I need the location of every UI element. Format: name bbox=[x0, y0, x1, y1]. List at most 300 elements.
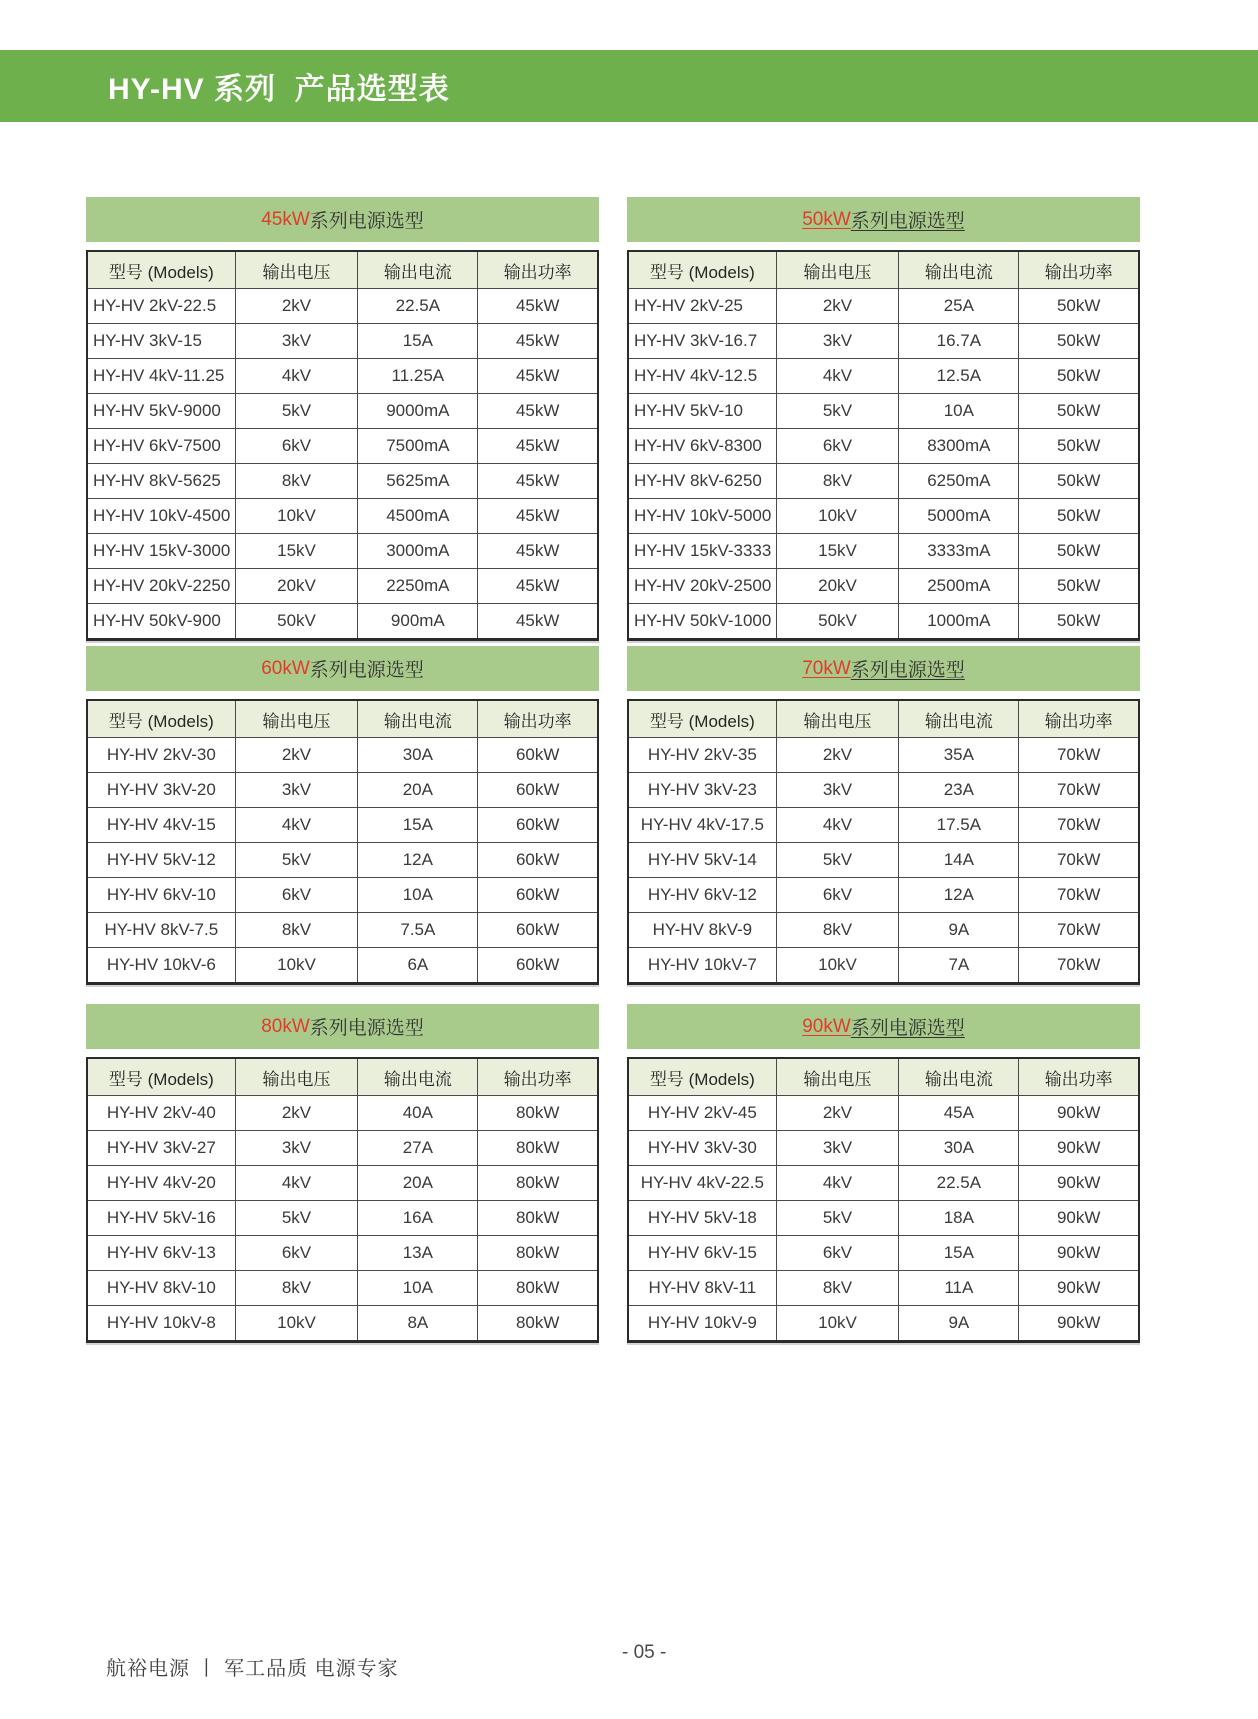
voltage-cell: 6kV bbox=[776, 1236, 899, 1271]
table-title-rest: 系列电源选型 bbox=[850, 1018, 965, 1039]
power-cell: 80kW bbox=[478, 1236, 598, 1271]
model-cell: HY-HV 6kV-15 bbox=[628, 1236, 776, 1271]
column-header: 输出电流 bbox=[899, 700, 1019, 738]
current-cell: 17.5A bbox=[899, 808, 1019, 843]
model-cell: HY-HV 10kV-8 bbox=[87, 1306, 235, 1342]
current-cell: 2500mA bbox=[899, 569, 1019, 604]
column-header: 输出电压 bbox=[235, 1058, 358, 1096]
model-cell: HY-HV 4kV-17.5 bbox=[628, 808, 776, 843]
current-cell: 9000mA bbox=[358, 394, 478, 429]
voltage-cell: 6kV bbox=[235, 429, 358, 464]
voltage-cell: 15kV bbox=[776, 534, 899, 569]
voltage-cell: 10kV bbox=[776, 1306, 899, 1342]
power-cell: 90kW bbox=[1019, 1201, 1139, 1236]
power-cell: 70kW bbox=[1019, 773, 1139, 808]
current-cell: 40A bbox=[358, 1096, 478, 1131]
voltage-cell: 2kV bbox=[776, 738, 899, 773]
table-title-power: 45kW bbox=[261, 208, 310, 230]
model-cell: HY-HV 20kV-2250 bbox=[87, 569, 235, 604]
model-cell: HY-HV 15kV-3000 bbox=[87, 534, 235, 569]
power-cell: 80kW bbox=[478, 1096, 598, 1131]
current-cell: 5000mA bbox=[899, 499, 1019, 534]
column-header: 型号 (Models) bbox=[628, 1058, 776, 1096]
current-cell: 15A bbox=[358, 808, 478, 843]
voltage-cell: 10kV bbox=[776, 948, 899, 984]
current-cell: 22.5A bbox=[358, 289, 478, 324]
power-cell: 45kW bbox=[478, 429, 598, 464]
table-section-70kw bbox=[627, 646, 1140, 985]
model-cell: HY-HV 10kV-9 bbox=[628, 1306, 776, 1342]
voltage-cell: 3kV bbox=[776, 773, 899, 808]
power-cell: 70kW bbox=[1019, 738, 1139, 773]
table-row bbox=[628, 1306, 1139, 1342]
table-row bbox=[628, 1166, 1139, 1201]
current-cell: 900mA bbox=[358, 604, 478, 640]
model-cell: HY-HV 4kV-22.5 bbox=[628, 1166, 776, 1201]
table-section-45kw bbox=[86, 197, 599, 641]
power-cell: 90kW bbox=[1019, 1236, 1139, 1271]
model-cell: HY-HV 3kV-20 bbox=[87, 773, 235, 808]
power-cell: 90kW bbox=[1019, 1166, 1139, 1201]
model-cell: HY-HV 2kV-30 bbox=[87, 738, 235, 773]
column-header: 型号 (Models) bbox=[87, 1058, 235, 1096]
voltage-cell: 5kV bbox=[235, 394, 358, 429]
voltage-cell: 2kV bbox=[235, 738, 358, 773]
model-cell: HY-HV 15kV-3333 bbox=[628, 534, 776, 569]
table-row bbox=[87, 738, 598, 773]
table-title-power: 50kW bbox=[802, 208, 851, 230]
table-row bbox=[628, 394, 1139, 429]
model-cell: HY-HV 2kV-25 bbox=[628, 289, 776, 324]
header-row bbox=[87, 1058, 598, 1096]
voltage-cell: 10kV bbox=[235, 948, 358, 984]
table-row bbox=[628, 738, 1139, 773]
voltage-cell: 3kV bbox=[235, 1131, 358, 1166]
power-cell: 45kW bbox=[478, 604, 598, 640]
column-header: 输出功率 bbox=[1019, 251, 1139, 289]
table-row bbox=[87, 878, 598, 913]
power-cell: 80kW bbox=[478, 1271, 598, 1306]
current-cell: 20A bbox=[358, 1166, 478, 1201]
power-cell: 70kW bbox=[1019, 913, 1139, 948]
power-cell: 50kW bbox=[1019, 394, 1139, 429]
table-row bbox=[628, 324, 1139, 359]
voltage-cell: 8kV bbox=[235, 913, 358, 948]
column-header: 输出功率 bbox=[1019, 700, 1139, 738]
table-row bbox=[628, 1201, 1139, 1236]
model-cell: HY-HV 10kV-5000 bbox=[628, 499, 776, 534]
power-cell: 90kW bbox=[1019, 1306, 1139, 1342]
selection-table-90kw bbox=[627, 1057, 1140, 1343]
current-cell: 15A bbox=[358, 324, 478, 359]
column-header: 型号 (Models) bbox=[628, 251, 776, 289]
voltage-cell: 4kV bbox=[776, 359, 899, 394]
table-row bbox=[87, 808, 598, 843]
current-cell: 10A bbox=[899, 394, 1019, 429]
voltage-cell: 20kV bbox=[776, 569, 899, 604]
table-section-90kw bbox=[627, 1004, 1140, 1343]
current-cell: 16.7A bbox=[899, 324, 1019, 359]
current-cell: 23A bbox=[899, 773, 1019, 808]
table-row bbox=[628, 359, 1139, 394]
voltage-cell: 2kV bbox=[776, 1096, 899, 1131]
voltage-cell: 50kV bbox=[776, 604, 899, 640]
power-cell: 70kW bbox=[1019, 878, 1139, 913]
voltage-cell: 4kV bbox=[235, 808, 358, 843]
column-header: 型号 (Models) bbox=[628, 700, 776, 738]
column-header: 输出功率 bbox=[478, 700, 598, 738]
table-title bbox=[627, 197, 1140, 242]
voltage-cell: 8kV bbox=[235, 1271, 358, 1306]
model-cell: HY-HV 50kV-1000 bbox=[628, 604, 776, 640]
power-cell: 60kW bbox=[478, 843, 598, 878]
model-cell: HY-HV 6kV-8300 bbox=[628, 429, 776, 464]
power-cell: 80kW bbox=[478, 1201, 598, 1236]
current-cell: 35A bbox=[899, 738, 1019, 773]
model-cell: HY-HV 3kV-16.7 bbox=[628, 324, 776, 359]
model-cell: HY-HV 8kV-9 bbox=[628, 913, 776, 948]
power-cell: 45kW bbox=[478, 359, 598, 394]
current-cell: 3333mA bbox=[899, 534, 1019, 569]
table-row bbox=[628, 948, 1139, 984]
header-row bbox=[628, 1058, 1139, 1096]
table-row bbox=[87, 359, 598, 394]
power-cell: 70kW bbox=[1019, 948, 1139, 984]
table-title bbox=[86, 197, 599, 242]
table-row bbox=[87, 1166, 598, 1201]
table-row bbox=[87, 773, 598, 808]
table-row bbox=[87, 1131, 598, 1166]
page-title: HY-HV 系列 产品选型表 bbox=[108, 73, 450, 106]
current-cell: 6A bbox=[358, 948, 478, 984]
table-section-80kw bbox=[86, 1004, 599, 1343]
table-row bbox=[87, 1306, 598, 1342]
current-cell: 18A bbox=[899, 1201, 1019, 1236]
model-cell: HY-HV 5kV-9000 bbox=[87, 394, 235, 429]
current-cell: 27A bbox=[358, 1131, 478, 1166]
current-cell: 22.5A bbox=[899, 1166, 1019, 1201]
model-cell: HY-HV 8kV-10 bbox=[87, 1271, 235, 1306]
table-row bbox=[628, 808, 1139, 843]
current-cell: 14A bbox=[899, 843, 1019, 878]
table-section-50kw bbox=[627, 197, 1140, 641]
power-cell: 50kW bbox=[1019, 359, 1139, 394]
voltage-cell: 5kV bbox=[235, 843, 358, 878]
table-row bbox=[628, 1236, 1139, 1271]
column-header: 输出电压 bbox=[235, 251, 358, 289]
selection-table-60kw bbox=[86, 699, 599, 985]
voltage-cell: 2kV bbox=[776, 289, 899, 324]
table-title-power: 70kW bbox=[802, 657, 851, 679]
power-cell: 50kW bbox=[1019, 569, 1139, 604]
header-row bbox=[628, 251, 1139, 289]
model-cell: HY-HV 10kV-7 bbox=[628, 948, 776, 984]
table-row bbox=[628, 499, 1139, 534]
column-header: 输出电压 bbox=[776, 1058, 899, 1096]
power-cell: 60kW bbox=[478, 948, 598, 984]
power-cell: 50kW bbox=[1019, 429, 1139, 464]
model-cell: HY-HV 2kV-35 bbox=[628, 738, 776, 773]
model-cell: HY-HV 4kV-11.25 bbox=[87, 359, 235, 394]
power-cell: 50kW bbox=[1019, 499, 1139, 534]
table-row bbox=[87, 843, 598, 878]
selection-table-50kw bbox=[627, 250, 1140, 641]
model-cell: HY-HV 8kV-5625 bbox=[87, 464, 235, 499]
model-cell: HY-HV 2kV-22.5 bbox=[87, 289, 235, 324]
table-row bbox=[87, 1236, 598, 1271]
model-cell: HY-HV 8kV-11 bbox=[628, 1271, 776, 1306]
table-title bbox=[86, 1004, 599, 1049]
current-cell: 8A bbox=[358, 1306, 478, 1342]
column-header: 输出功率 bbox=[1019, 1058, 1139, 1096]
current-cell: 4500mA bbox=[358, 499, 478, 534]
table-row bbox=[87, 604, 598, 640]
model-cell: HY-HV 6kV-13 bbox=[87, 1236, 235, 1271]
voltage-cell: 4kV bbox=[235, 1166, 358, 1201]
voltage-cell: 50kV bbox=[235, 604, 358, 640]
voltage-cell: 5kV bbox=[776, 843, 899, 878]
power-cell: 45kW bbox=[478, 324, 598, 359]
table-row bbox=[628, 1131, 1139, 1166]
current-cell: 10A bbox=[358, 878, 478, 913]
column-header: 型号 (Models) bbox=[87, 251, 235, 289]
model-cell: HY-HV 6kV-10 bbox=[87, 878, 235, 913]
column-header: 型号 (Models) bbox=[87, 700, 235, 738]
power-cell: 50kW bbox=[1019, 534, 1139, 569]
table-title bbox=[86, 646, 599, 691]
model-cell: HY-HV 8kV-7.5 bbox=[87, 913, 235, 948]
current-cell: 16A bbox=[358, 1201, 478, 1236]
table-row bbox=[87, 324, 598, 359]
table-title-power: 90kW bbox=[802, 1015, 851, 1037]
voltage-cell: 10kV bbox=[776, 499, 899, 534]
model-cell: HY-HV 5kV-10 bbox=[628, 394, 776, 429]
voltage-cell: 2kV bbox=[235, 1096, 358, 1131]
current-cell: 1000mA bbox=[899, 604, 1019, 640]
power-cell: 90kW bbox=[1019, 1271, 1139, 1306]
table-row bbox=[87, 429, 598, 464]
header-row bbox=[628, 700, 1139, 738]
power-cell: 60kW bbox=[478, 878, 598, 913]
voltage-cell: 6kV bbox=[235, 1236, 358, 1271]
table-title-rest: 系列电源选型 bbox=[309, 1018, 424, 1039]
model-cell: HY-HV 4kV-20 bbox=[87, 1166, 235, 1201]
table-title-power: 80kW bbox=[261, 1015, 310, 1037]
model-cell: HY-HV 8kV-6250 bbox=[628, 464, 776, 499]
voltage-cell: 8kV bbox=[776, 464, 899, 499]
voltage-cell: 8kV bbox=[235, 464, 358, 499]
voltage-cell: 3kV bbox=[776, 1131, 899, 1166]
voltage-cell: 2kV bbox=[235, 289, 358, 324]
column-header: 输出电流 bbox=[358, 1058, 478, 1096]
table-row bbox=[628, 843, 1139, 878]
power-cell: 45kW bbox=[478, 569, 598, 604]
table-row bbox=[628, 1271, 1139, 1306]
power-cell: 80kW bbox=[478, 1131, 598, 1166]
table-section-60kw bbox=[86, 646, 599, 985]
table-row bbox=[87, 569, 598, 604]
selection-table-70kw bbox=[627, 699, 1140, 985]
table-title bbox=[627, 646, 1140, 691]
voltage-cell: 3kV bbox=[235, 324, 358, 359]
current-cell: 20A bbox=[358, 773, 478, 808]
column-header: 输出电压 bbox=[235, 700, 358, 738]
voltage-cell: 3kV bbox=[235, 773, 358, 808]
table-row bbox=[628, 289, 1139, 324]
column-header: 输出功率 bbox=[478, 251, 598, 289]
footer-brand: 航裕电源 丨 军工品质 电源专家 bbox=[106, 1658, 399, 1680]
table-title bbox=[627, 1004, 1140, 1049]
current-cell: 8300mA bbox=[899, 429, 1019, 464]
table-row bbox=[628, 913, 1139, 948]
table-row bbox=[628, 464, 1139, 499]
current-cell: 9A bbox=[899, 1306, 1019, 1342]
model-cell: HY-HV 5kV-16 bbox=[87, 1201, 235, 1236]
current-cell: 5625mA bbox=[358, 464, 478, 499]
voltage-cell: 4kV bbox=[235, 359, 358, 394]
table-row bbox=[87, 289, 598, 324]
voltage-cell: 5kV bbox=[776, 394, 899, 429]
voltage-cell: 6kV bbox=[776, 878, 899, 913]
table-row bbox=[628, 878, 1139, 913]
power-cell: 60kW bbox=[478, 808, 598, 843]
column-header: 输出电流 bbox=[899, 251, 1019, 289]
table-row bbox=[628, 773, 1139, 808]
top-banner bbox=[0, 50, 1258, 122]
power-cell: 90kW bbox=[1019, 1096, 1139, 1131]
table-row bbox=[87, 1271, 598, 1306]
table-row bbox=[87, 499, 598, 534]
power-cell: 45kW bbox=[478, 534, 598, 569]
table-title-rest: 系列电源选型 bbox=[850, 211, 965, 232]
column-header: 输出电流 bbox=[899, 1058, 1019, 1096]
voltage-cell: 5kV bbox=[776, 1201, 899, 1236]
table-row bbox=[628, 534, 1139, 569]
model-cell: HY-HV 4kV-15 bbox=[87, 808, 235, 843]
power-cell: 45kW bbox=[478, 289, 598, 324]
power-cell: 70kW bbox=[1019, 843, 1139, 878]
current-cell: 11.25A bbox=[358, 359, 478, 394]
power-cell: 45kW bbox=[478, 394, 598, 429]
model-cell: HY-HV 6kV-12 bbox=[628, 878, 776, 913]
power-cell: 90kW bbox=[1019, 1131, 1139, 1166]
voltage-cell: 10kV bbox=[235, 499, 358, 534]
column-header: 输出电压 bbox=[776, 251, 899, 289]
table-title-rest: 系列电源选型 bbox=[850, 660, 965, 681]
current-cell: 30A bbox=[899, 1131, 1019, 1166]
power-cell: 50kW bbox=[1019, 464, 1139, 499]
model-cell: HY-HV 3kV-27 bbox=[87, 1131, 235, 1166]
column-header: 输出电压 bbox=[776, 700, 899, 738]
header-row bbox=[87, 700, 598, 738]
voltage-cell: 3kV bbox=[776, 324, 899, 359]
model-cell: HY-HV 10kV-4500 bbox=[87, 499, 235, 534]
voltage-cell: 5kV bbox=[235, 1201, 358, 1236]
table-row bbox=[87, 464, 598, 499]
table-row bbox=[87, 1096, 598, 1131]
voltage-cell: 6kV bbox=[235, 878, 358, 913]
model-cell: HY-HV 3kV-23 bbox=[628, 773, 776, 808]
table-row bbox=[628, 1096, 1139, 1131]
power-cell: 45kW bbox=[478, 464, 598, 499]
table-row bbox=[87, 534, 598, 569]
power-cell: 70kW bbox=[1019, 808, 1139, 843]
current-cell: 7.5A bbox=[358, 913, 478, 948]
current-cell: 7A bbox=[899, 948, 1019, 984]
table-row bbox=[628, 569, 1139, 604]
current-cell: 7500mA bbox=[358, 429, 478, 464]
table-title-power: 60kW bbox=[261, 657, 310, 679]
power-cell: 50kW bbox=[1019, 604, 1139, 640]
voltage-cell: 20kV bbox=[235, 569, 358, 604]
column-header: 输出电流 bbox=[358, 251, 478, 289]
current-cell: 45A bbox=[899, 1096, 1019, 1131]
header-row bbox=[87, 251, 598, 289]
model-cell: HY-HV 5kV-18 bbox=[628, 1201, 776, 1236]
table-row bbox=[87, 1201, 598, 1236]
current-cell: 13A bbox=[358, 1236, 478, 1271]
model-cell: HY-HV 3kV-30 bbox=[628, 1131, 776, 1166]
voltage-cell: 8kV bbox=[776, 913, 899, 948]
current-cell: 6250mA bbox=[899, 464, 1019, 499]
power-cell: 45kW bbox=[478, 499, 598, 534]
current-cell: 12A bbox=[358, 843, 478, 878]
current-cell: 11A bbox=[899, 1271, 1019, 1306]
model-cell: HY-HV 50kV-900 bbox=[87, 604, 235, 640]
table-row bbox=[87, 913, 598, 948]
power-cell: 80kW bbox=[478, 1166, 598, 1201]
column-header: 输出功率 bbox=[478, 1058, 598, 1096]
voltage-cell: 10kV bbox=[235, 1306, 358, 1342]
power-cell: 50kW bbox=[1019, 324, 1139, 359]
voltage-cell: 6kV bbox=[776, 429, 899, 464]
model-cell: HY-HV 5kV-12 bbox=[87, 843, 235, 878]
power-cell: 60kW bbox=[478, 738, 598, 773]
table-title-rest: 系列电源选型 bbox=[309, 660, 424, 681]
power-cell: 60kW bbox=[478, 913, 598, 948]
power-cell: 80kW bbox=[478, 1306, 598, 1342]
model-cell: HY-HV 3kV-15 bbox=[87, 324, 235, 359]
table-row bbox=[628, 604, 1139, 640]
current-cell: 12.5A bbox=[899, 359, 1019, 394]
current-cell: 2250mA bbox=[358, 569, 478, 604]
model-cell: HY-HV 20kV-2500 bbox=[628, 569, 776, 604]
table-row bbox=[87, 394, 598, 429]
table-row bbox=[628, 429, 1139, 464]
current-cell: 30A bbox=[358, 738, 478, 773]
current-cell: 3000mA bbox=[358, 534, 478, 569]
power-cell: 60kW bbox=[478, 773, 598, 808]
selection-table-45kw bbox=[86, 250, 599, 641]
table-row bbox=[87, 948, 598, 984]
table-title-rest: 系列电源选型 bbox=[309, 211, 424, 232]
model-cell: HY-HV 6kV-7500 bbox=[87, 429, 235, 464]
power-cell: 50kW bbox=[1019, 289, 1139, 324]
model-cell: HY-HV 2kV-40 bbox=[87, 1096, 235, 1131]
model-cell: HY-HV 4kV-12.5 bbox=[628, 359, 776, 394]
model-cell: HY-HV 10kV-6 bbox=[87, 948, 235, 984]
selection-table-80kw bbox=[86, 1057, 599, 1343]
voltage-cell: 15kV bbox=[235, 534, 358, 569]
current-cell: 9A bbox=[899, 913, 1019, 948]
model-cell: HY-HV 5kV-14 bbox=[628, 843, 776, 878]
current-cell: 12A bbox=[899, 878, 1019, 913]
voltage-cell: 8kV bbox=[776, 1271, 899, 1306]
current-cell: 25A bbox=[899, 289, 1019, 324]
model-cell: HY-HV 2kV-45 bbox=[628, 1096, 776, 1131]
page-number: - 05 - bbox=[622, 1642, 667, 1663]
current-cell: 15A bbox=[899, 1236, 1019, 1271]
